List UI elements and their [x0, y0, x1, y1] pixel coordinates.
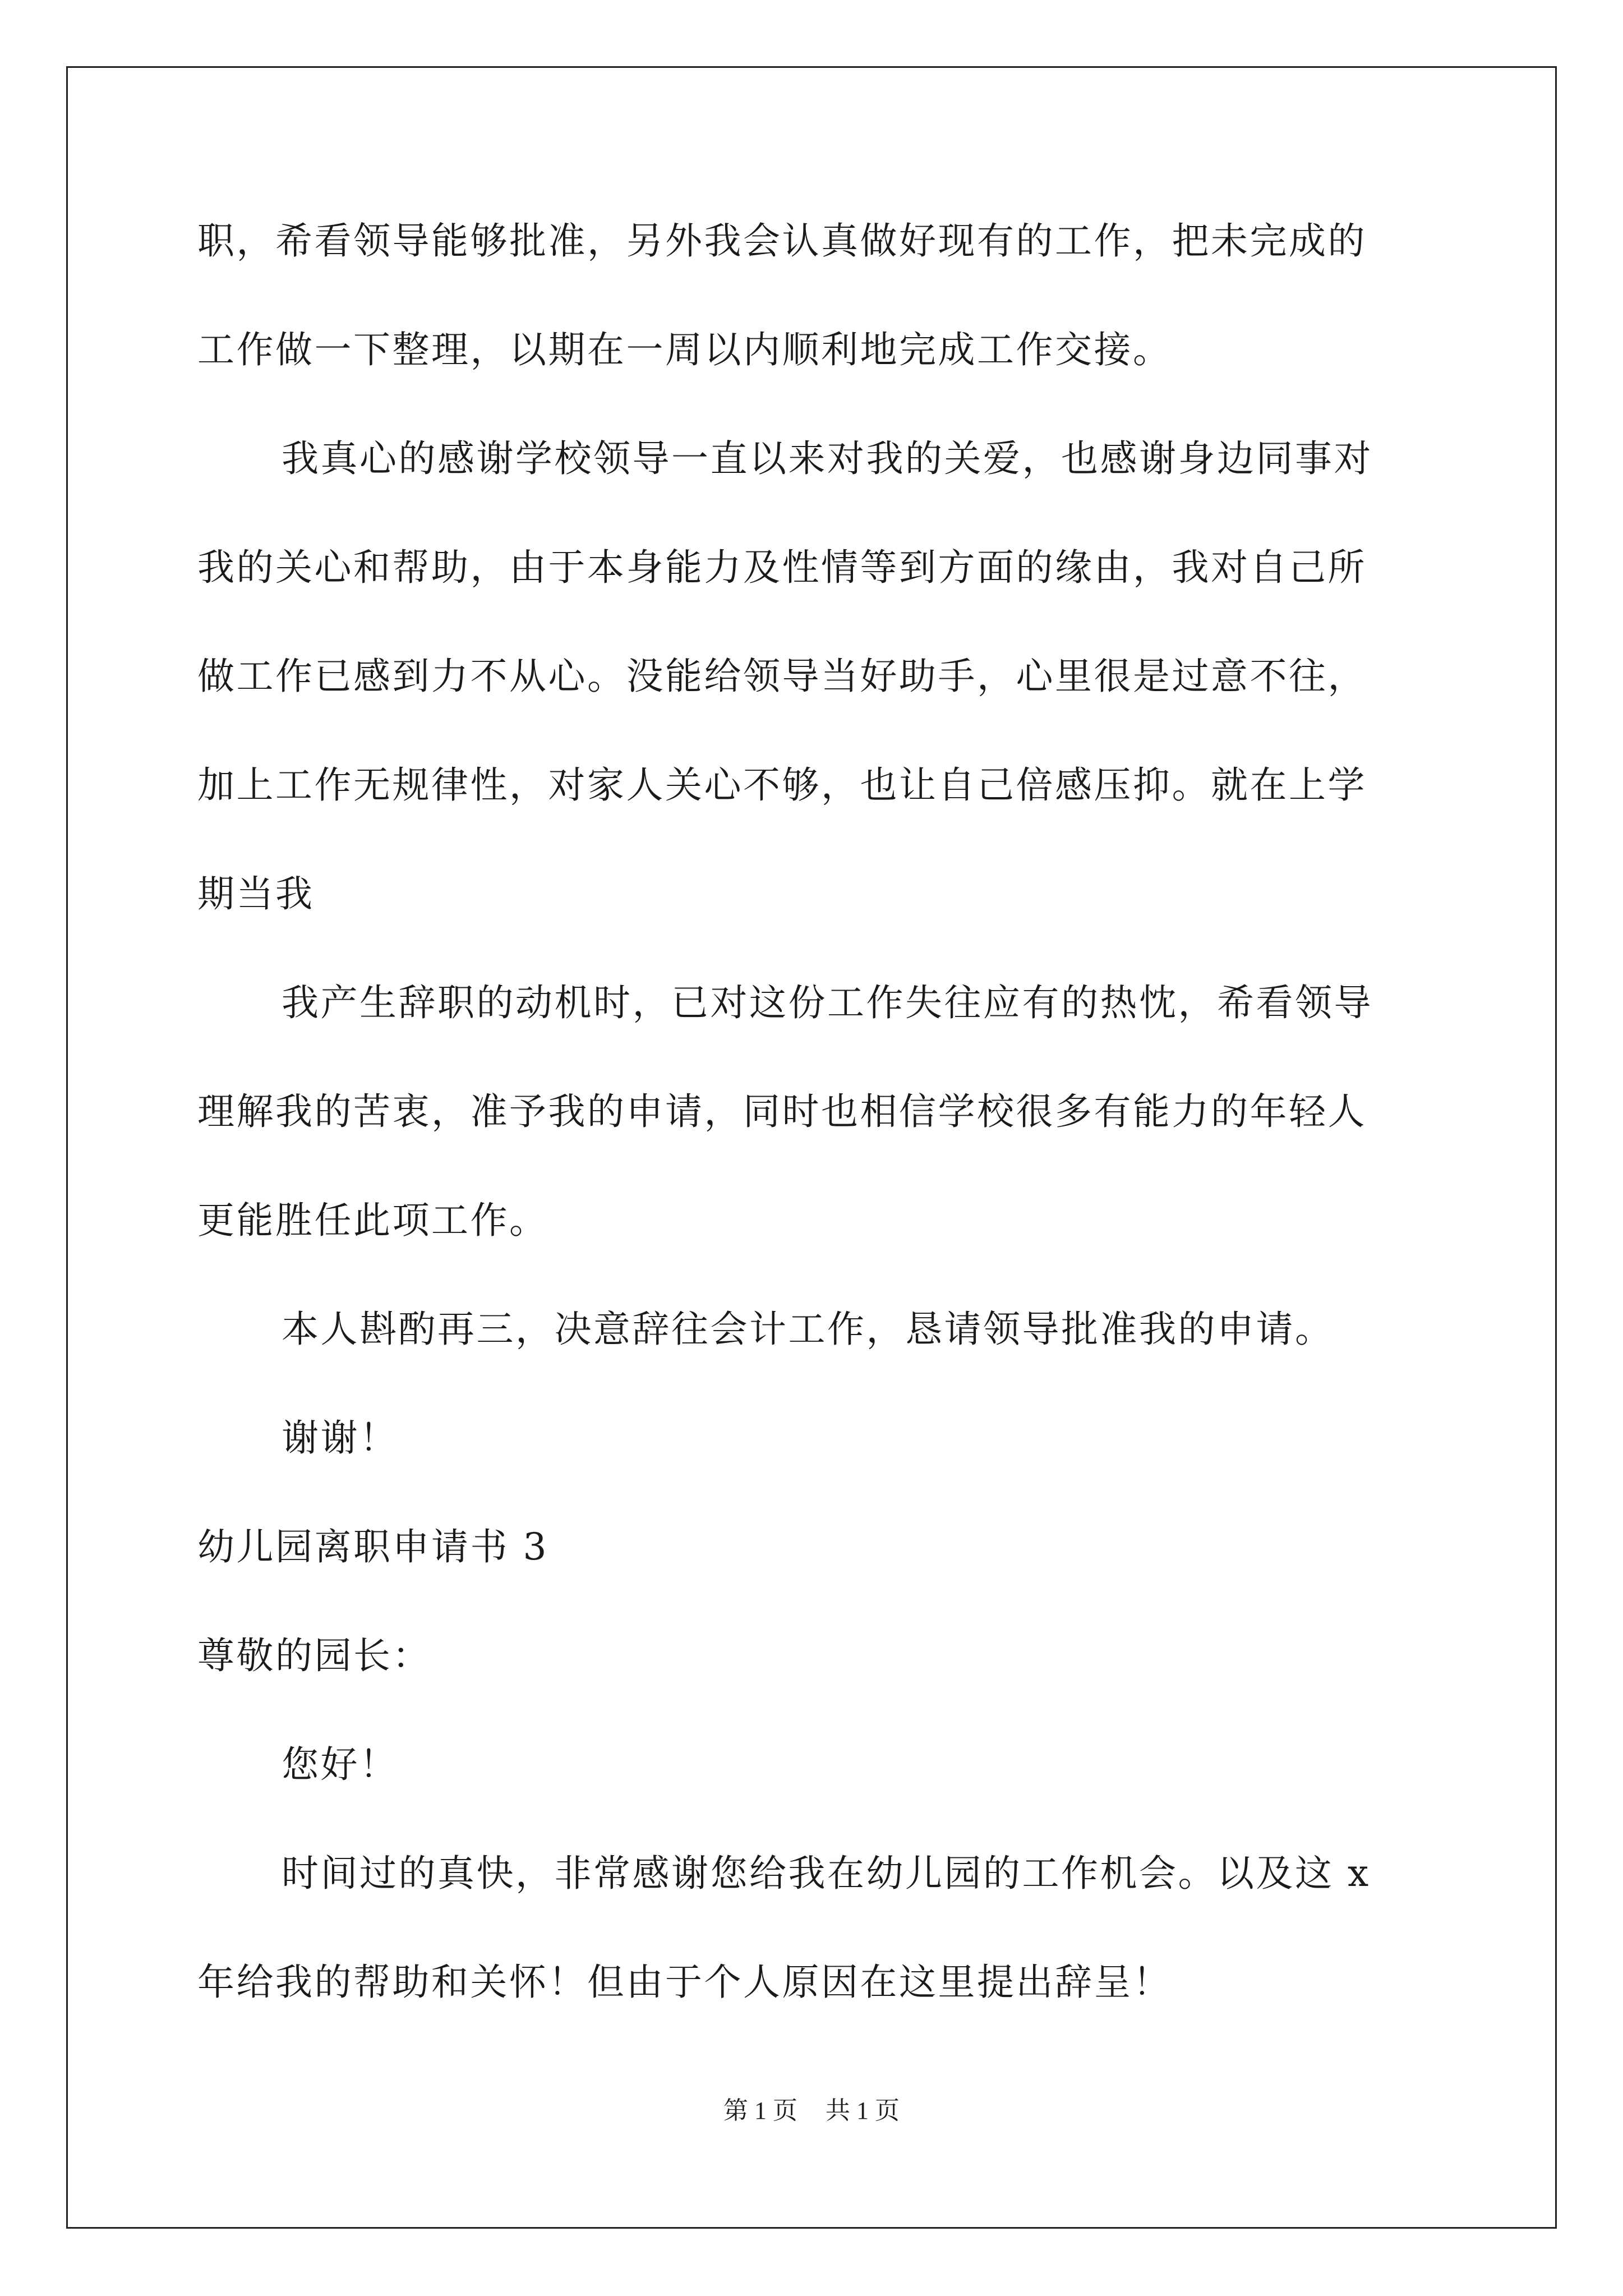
greeting: 您好！ — [282, 1743, 399, 1786]
paragraph-line: 加上工作无规律性，对家人关心不够，也让自己倍感压抑。就在上学 — [197, 763, 1367, 807]
closing-thanks: 谢谢！ — [282, 1416, 399, 1460]
section-title: 幼儿园离职申请书 3 — [197, 1525, 548, 1568]
page-number-current: 第 1 页 — [723, 2097, 797, 2124]
page-border — [66, 66, 1557, 2229]
page-number-total: 共 1 页 — [826, 2097, 900, 2124]
paragraph-line: 时间过的真快，非常感谢您给我在幼儿园的工作机会。以及这 x — [282, 1852, 1371, 1895]
paragraph-line: 我产生辞职的动机时，已对这份工作失往应有的热忱，希看领导 — [282, 981, 1373, 1024]
paragraph-line: 我的关心和帮助，由于本身能力及性情等到方面的缘由，我对自己所 — [197, 546, 1367, 589]
page-footer — [0, 2095, 1623, 2127]
paragraph-line: 期当我 — [197, 872, 315, 915]
paragraph-line: 年给我的帮助和关怀！但由于个人原因在这里提出辞呈！ — [197, 1961, 1172, 2004]
paragraph-line: 本人斟酌再三，决意辞往会计工作，恳请领导批准我的申请。 — [282, 1308, 1334, 1351]
salutation: 尊敬的园长： — [197, 1634, 431, 1677]
paragraph-line: 更能胜任此项工作。 — [197, 1199, 548, 1242]
paragraph-line: 工作做一下整理，以期在一周以内顺利地完成工作交接。 — [197, 328, 1172, 371]
paragraph-line: 理解我的苦衷，准予我的申请，同时也相信学校很多有能力的年轻人 — [197, 1090, 1367, 1133]
paragraph-line: 职，希看领导能够批准，另外我会认真做好现有的工作，把未完成的 — [197, 219, 1367, 263]
paragraph-line: 我真心的感谢学校领导一直以来对我的关爱，也感谢身边同事对 — [282, 437, 1373, 480]
paragraph-line: 做工作已感到力不从心。没能给领导当好助手，心里很是过意不往， — [197, 655, 1367, 698]
